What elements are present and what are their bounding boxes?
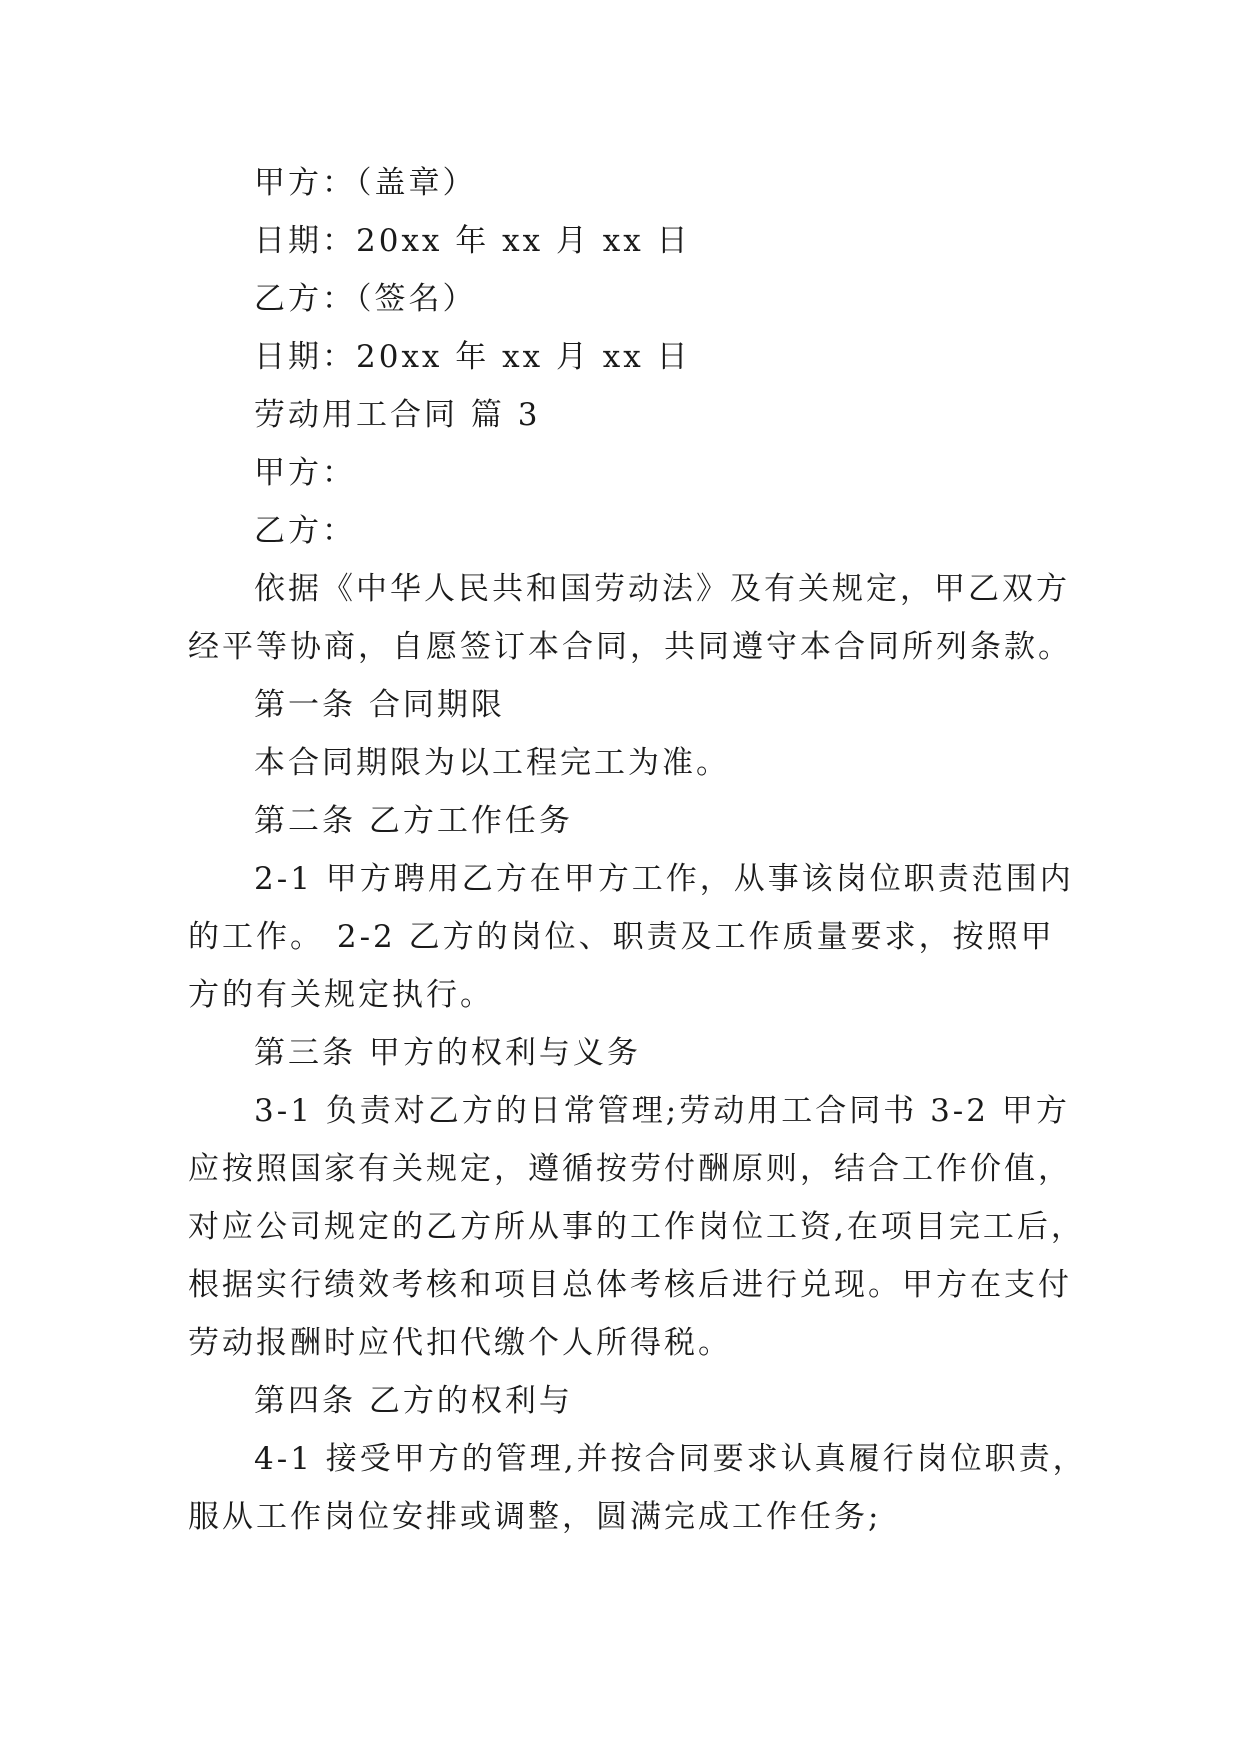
- party-b-signature-line: 乙方：（签名）: [254, 281, 477, 317]
- party-b-label: 乙方：: [254, 513, 356, 549]
- party-a-label: 甲方：: [254, 455, 356, 491]
- party-a-seal-line: 甲方：（盖章）: [254, 165, 477, 201]
- article-3-body-line-1: 3-1 负责对乙方的日常管理;劳动用工合同书 3-2 甲方: [254, 1093, 1070, 1129]
- article-1-body: 本合同期限为以工程完工为准。: [254, 745, 730, 781]
- preamble-line-2: 经平等协商，自愿签订本合同，共同遵守本合同所列条款。: [188, 629, 1072, 665]
- article-3-heading: 第三条 甲方的权利与义务: [254, 1035, 641, 1071]
- article-3-body-line-4: 根据实行绩效考核和项目总体考核后进行兑现。甲方在支付: [188, 1267, 1072, 1303]
- article-3-body-line-2: 应按照国家有关规定，遵循按劳付酬原则，结合工作价值，: [188, 1151, 1072, 1187]
- article-2-body-line-2: 的工作。 2-2 乙方的岗位、职责及工作质量要求，按照甲: [188, 919, 1055, 955]
- article-4-body-line-2: 服从工作岗位安排或调整，圆满完成工作任务;: [188, 1499, 882, 1535]
- preamble-line-1: 依据《中华人民共和国劳动法》及有关规定，甲乙双方: [254, 571, 1070, 607]
- article-4-heading: 第四条 乙方的权利与: [254, 1383, 573, 1419]
- contract-title: 劳动用工合同 篇 3: [254, 397, 541, 433]
- date-line-2: 日期：20xx 年 xx 月 xx 日: [254, 339, 691, 375]
- date-line-1: 日期：20xx 年 xx 月 xx 日: [254, 223, 691, 259]
- article-4-body-line-1: 4-1 接受甲方的管理,并按合同要求认真履行岗位职责，: [254, 1441, 1087, 1477]
- article-2-body-line-3: 方的有关规定执行。: [188, 977, 494, 1013]
- article-3-body-line-3: 对应公司规定的乙方所从事的工作岗位工资,在项目完工后，: [188, 1209, 1085, 1245]
- article-3-body-line-5: 劳动报酬时应代扣代缴个人所得税。: [188, 1325, 732, 1361]
- article-2-body-line-1: 2-1 甲方聘用乙方在甲方工作，从事该岗位职责范围内: [254, 861, 1074, 897]
- article-2-heading: 第二条 乙方工作任务: [254, 803, 573, 839]
- article-1-heading: 第一条 合同期限: [254, 687, 505, 723]
